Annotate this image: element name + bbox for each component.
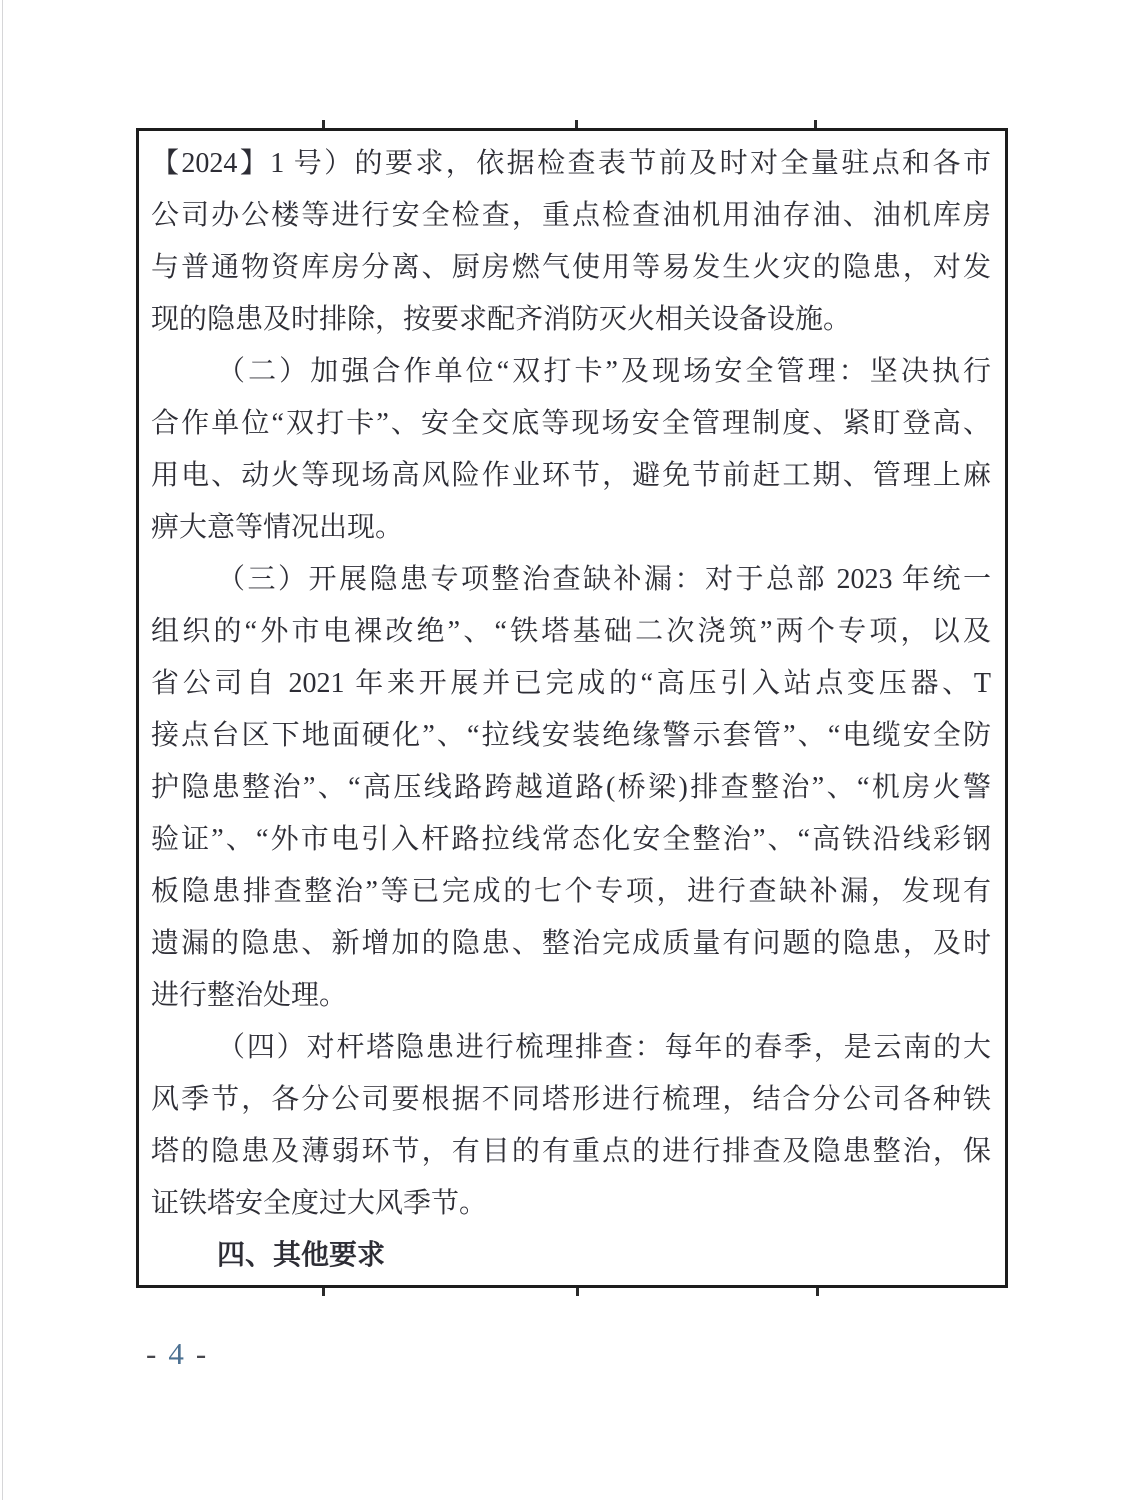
- border-tick-top: [575, 120, 578, 128]
- body-line: 遗漏的隐患、新增加的隐患、整治完成质量有问题的隐患，及时: [151, 928, 991, 959]
- page-number-dash-left: -: [146, 1336, 158, 1371]
- section-heading: 四、其他要求: [217, 1240, 386, 1271]
- border-tick-top: [322, 120, 325, 128]
- body-line: 接点台区下地面硬化”、“拉线安装绝缘警示套管”、“电缆安全防: [151, 720, 991, 751]
- body-line: 【2024】1 号）的要求，依据检查表节前及时对全量驻点和各市: [151, 148, 991, 179]
- page-number-value: 4: [168, 1336, 185, 1371]
- body-line: （三）开展隐患专项整治查缺补漏：对于总部 2023 年统一: [217, 564, 991, 595]
- border-tick-bottom: [576, 1288, 579, 1296]
- body-line: （二）加强合作单位“双打卡”及现场安全管理：坚决执行: [217, 356, 991, 387]
- body-line: 板隐患排查整治”等已完成的七个专项，进行查缺补漏，发现有: [151, 876, 991, 907]
- document-border-box: [136, 128, 1008, 1288]
- border-tick-top: [814, 120, 817, 128]
- body-line: 现的隐患及时排除，按要求配齐消防灭火相关设备设施。: [151, 304, 852, 335]
- body-line: （四）对杆塔隐患进行梳理排查：每年的春季，是云南的大: [217, 1032, 991, 1063]
- page-number-dash-right: -: [195, 1336, 208, 1371]
- body-line: 与普通物资库房分离、厨房燃气使用等易发生火灾的隐患，对发: [151, 252, 991, 283]
- body-line: 用电、动火等现场高风险作业环节，避免节前赶工期、管理上麻: [151, 460, 991, 491]
- document-body: [139, 131, 1005, 1282]
- body-line: 省公司自 2021 年来开展并已完成的“高压引入站点变压器、T: [151, 668, 991, 699]
- body-line: 风季节，各分公司要根据不同塔形进行梳理，结合分公司各种铁: [151, 1084, 991, 1115]
- body-line: 痹大意等情况出现。: [151, 512, 404, 543]
- body-line: 证铁塔安全度过大风季节。: [151, 1188, 488, 1219]
- border-tick-bottom: [322, 1288, 325, 1296]
- border-tick-bottom: [816, 1288, 819, 1296]
- body-line: 验证”、“外市电引入杆路拉线常态化安全整治”、“高铁沿线彩钢: [151, 824, 991, 855]
- body-line: 护隐患整治”、“高压线路跨越道路(桥梁)排查整治”、“机房火警: [151, 772, 991, 803]
- body-line: 组织的“外市电裸改绝”、“铁塔基础二次浇筑”两个专项，以及: [151, 616, 991, 647]
- page-number: [146, 1336, 207, 1372]
- scan-edge-line: [2, 0, 3, 1500]
- body-line: 合作单位“双打卡”、安全交底等现场安全管理制度、紧盯登高、: [151, 408, 991, 439]
- body-line: 进行整治处理。: [151, 980, 348, 1011]
- body-line: 塔的隐患及薄弱环节，有目的有重点的进行排查及隐患整治，保: [151, 1136, 991, 1167]
- body-line: 公司办公楼等进行安全检查，重点检查油机用油存油、油机库房: [151, 200, 991, 231]
